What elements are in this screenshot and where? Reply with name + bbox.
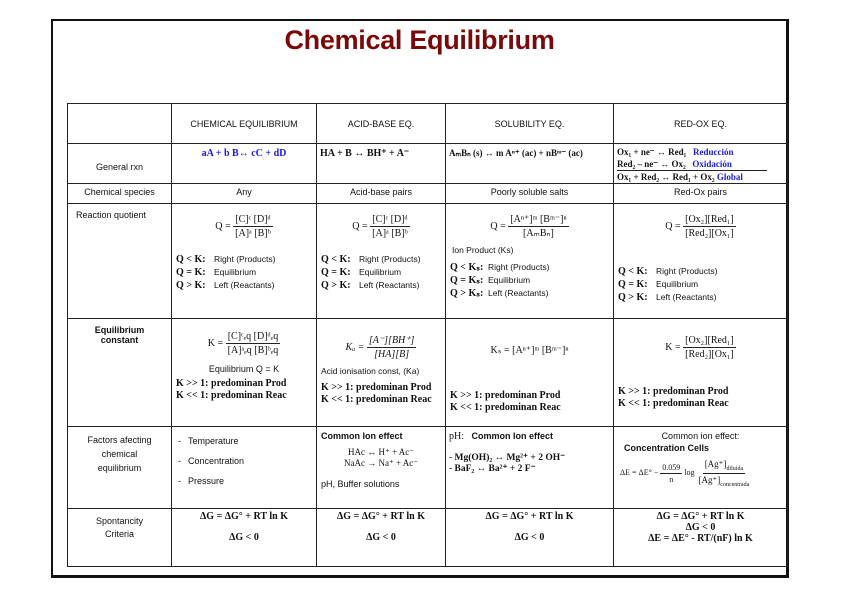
constant-fraction <box>683 335 736 360</box>
quotient-fraction <box>508 214 568 239</box>
redox-reduction-tag: Reducción <box>693 147 734 157</box>
condition-key: Q < Kₛ: <box>450 262 484 273</box>
condition-text: Left (Reactants) <box>488 288 549 298</box>
label-spontaneity <box>68 509 172 567</box>
redox-oxidation-tag: Oxidación <box>692 159 732 169</box>
condition-text: Right (Products) <box>656 266 718 276</box>
fraction-denominator: [AₘBₙ] <box>523 228 554 239</box>
factor-temperature: Temperature <box>188 436 239 446</box>
condition-key: Q > K: <box>176 280 206 291</box>
condition-text: Equilibrium <box>359 267 402 277</box>
constant-lhs: K = <box>665 341 681 353</box>
fraction-numerator: [Ox₂][Red₁] <box>685 335 734 346</box>
quotient-conditions <box>446 261 613 300</box>
quotient-redox <box>614 204 788 319</box>
quotient-fraction <box>370 214 410 239</box>
predominance-prod: K >> 1: predominan Prod <box>321 382 432 393</box>
header-solubility: SOLUBILITY EQ. <box>446 104 614 144</box>
label-general-rxn: General rxn <box>68 144 172 184</box>
condition-key: Q < K: <box>176 254 206 265</box>
denominator-sub: concentrada <box>720 481 750 488</box>
fraction-numerator: [A⁻][BH⁺] <box>368 335 415 346</box>
species-chemical: Any <box>172 184 317 204</box>
label-factors <box>68 427 172 509</box>
equilibrium-table <box>67 103 788 567</box>
gibbs-criterion: ΔG < 0 <box>685 522 716 533</box>
concentration-cells-heading: Concentration Cells <box>624 443 710 453</box>
naac-dissociation-eq: NaAc → Na⁺ + Ac⁻ <box>343 458 419 468</box>
factor-concentration: Concentration <box>188 456 245 466</box>
condition-text: Equilibrium <box>656 279 699 289</box>
quotient-lhs: Q = <box>215 220 231 232</box>
common-ion-heading: Common Ion effect <box>321 431 403 441</box>
redox-reduction-eq: Ox₁ + ne⁻ ↔ Red₁ <box>617 147 687 157</box>
hac-dissociation-eq: HAc ↔ H⁺ + Ac⁻ <box>347 447 415 457</box>
row-equilibrium-constant <box>68 319 788 427</box>
condition-text: Left (Reactants) <box>214 280 275 290</box>
predominance-prod: K >> 1: predominan Prod <box>450 390 561 401</box>
cell-potential-equation: ΔE = ΔE° - RT/(nF) ln K <box>648 533 753 544</box>
condition-key: Q = K: <box>176 267 206 278</box>
quotient-fraction <box>233 214 273 239</box>
condition-text: Right (Products) <box>488 262 550 272</box>
factors-solubility <box>446 427 614 509</box>
redox-global-eq: Ox₁ + Red₂ ↔ Red₁ + Ox₂ <box>617 172 715 182</box>
label-line: Spontancity <box>95 516 144 526</box>
quotient-fraction <box>683 214 736 239</box>
fraction-denominator: [A]ᵃₑq [B]ᵇₑq <box>227 345 279 356</box>
header-redox: RED-OX EQ. <box>614 104 788 144</box>
constant-acid-base <box>317 319 446 427</box>
constant-chemical <box>172 319 317 427</box>
quotient-conditions <box>317 253 445 292</box>
fraction-denominator: [Red₂][Ox₁] <box>685 228 734 239</box>
redox-oxidation-eq: Red₂ – ne⁻ ↔ Ox₂ <box>617 159 686 169</box>
condition-text: Right (Products) <box>214 254 276 264</box>
condition-text: Equilibrium <box>488 275 531 285</box>
condition-key: Q > K: <box>321 280 351 291</box>
label-chemical-species: Chemical species <box>68 184 172 204</box>
log-label: log <box>684 468 695 478</box>
quotient-conditions <box>614 265 787 304</box>
predominance-reac: K << 1: predominan Reac <box>618 398 729 409</box>
constant-redox <box>614 319 788 427</box>
mgoh2-dissolution-eq: - Mg(OH)₂ ↔ Mg²⁺ + 2 OH⁻ <box>449 453 566 463</box>
label-line: constant <box>100 335 139 345</box>
condition-text: Left (Reactants) <box>656 292 717 302</box>
quotient-lhs: Q = <box>665 220 681 232</box>
common-ion-heading: Common Ion effect <box>471 431 554 441</box>
label-line: Equilibrium <box>94 325 145 335</box>
redox-global-tag: Global <box>716 172 743 182</box>
common-ion-heading: Common ion effect: <box>661 431 740 441</box>
condition-key: Q > Kₛ: <box>450 288 484 299</box>
label-line: chemical <box>101 449 138 459</box>
nernst-equation <box>614 459 787 488</box>
condition-key: Q < K: <box>618 266 648 277</box>
gibbs-criterion: ΔG < 0 <box>514 532 545 543</box>
label-line: equilibrium <box>97 463 142 473</box>
spontaneity-chemical <box>172 509 317 567</box>
condition-text: Right (Products) <box>359 254 421 264</box>
buffer-note: pH, Buffer solutions <box>321 479 400 489</box>
fraction-denominator: [A]ᵃ [B]ᵇ <box>235 228 271 239</box>
label-reaction-quotient: Reaction quotient <box>68 204 172 319</box>
row-factors <box>68 427 788 509</box>
fraction-denominator: [A]ᵃ [B]ᵇ <box>372 228 408 239</box>
label-equilibrium-constant <box>68 319 172 427</box>
factors-redox <box>614 427 788 509</box>
nernst-lhs: ΔE = ΔE° − <box>620 468 659 478</box>
predominance-prod: K >> 1: predominan Prod <box>176 378 287 389</box>
condition-key: Q = Kₛ: <box>450 275 484 286</box>
header-corner <box>68 104 172 144</box>
predominance-reac: K << 1: predominan Reac <box>450 402 561 413</box>
quotient-lhs: Q = <box>352 220 368 232</box>
row-spontaneity <box>68 509 788 567</box>
gibbs-criterion: ΔG < 0 <box>229 532 259 543</box>
fraction-denominator: [Red₂][Ox₁] <box>685 349 734 360</box>
species-redox: Red-Ox pairs <box>614 184 788 204</box>
numerator-sub: diluida <box>726 465 744 472</box>
concentration-ratio <box>697 459 752 488</box>
fraction-numerator: [C]ᶜ [D]ᵈ <box>235 214 271 225</box>
species-solubility: Poorly soluble salts <box>446 184 614 204</box>
general-rxn-chemical: aA + b B↔ cC + dD <box>201 148 287 159</box>
row-reaction-quotient <box>68 204 788 319</box>
fraction-numerator: [Aⁿ⁺]ᵐ [Bᵐ⁻]ⁿ <box>510 214 567 225</box>
ion-product-note: Ion Product (Ks) <box>452 245 514 255</box>
condition-key: Q = K: <box>618 279 648 290</box>
spontaneity-solubility <box>446 509 614 567</box>
condition-text: Equilibrium <box>214 267 257 277</box>
gibbs-criterion: ΔG < 0 <box>366 532 396 543</box>
gibbs-equation: ΔG = ΔG° + RT ln K <box>200 511 288 522</box>
nernst-coefficient <box>660 463 682 484</box>
page-title: Chemical Equilibrium <box>284 25 555 55</box>
label-line: Factors afecting <box>87 435 152 445</box>
fraction-denominator: n <box>669 474 674 484</box>
factors-chemical: - Temperature - Concentration - Pressure <box>172 427 317 509</box>
slide-frame <box>51 19 789 578</box>
constant-solubility <box>446 319 614 427</box>
gibbs-equation: ΔG = ΔG° + RT ln K <box>656 511 745 522</box>
quotient-conditions <box>172 253 316 292</box>
spontaneity-acid-base <box>317 509 446 567</box>
header-acid-base: ACID-BASE EQ. <box>317 104 446 144</box>
label-line: Criteria <box>104 529 134 539</box>
denominator-conc: [Ag⁺] <box>698 474 721 485</box>
spontaneity-redox <box>614 509 788 567</box>
ph-label: pH: <box>449 431 464 442</box>
general-rxn-solubility: AₘBₙ (s) ↔ m Aⁿ⁺ (ac) + nBᵐ⁻ (ac) <box>449 148 583 158</box>
constant-fraction <box>226 331 281 356</box>
fraction-numerator: [Ox₂][Red₁] <box>685 214 734 225</box>
row-general-rxn <box>68 144 788 184</box>
factor-pressure: Pressure <box>188 476 225 486</box>
quotient-acid-base <box>317 204 446 319</box>
factors-acid-base <box>317 427 446 509</box>
species-acid-base: Acid-base pairs <box>317 184 446 204</box>
fraction-numerator: [C]ᶜₑq [D]ᵈₑq <box>227 331 279 342</box>
header-row <box>68 104 788 144</box>
fraction-numerator: [C]ᶜ [D]ᵈ <box>372 214 408 225</box>
general-rxn-redox <box>614 144 788 184</box>
condition-text: Left (Reactants) <box>359 280 420 290</box>
gibbs-equation: ΔG = ΔG° + RT ln K <box>485 511 574 522</box>
quotient-lhs: Q = <box>490 220 506 232</box>
predominance-prod: K >> 1: predominan Prod <box>618 386 729 397</box>
constant-fraction <box>367 335 417 360</box>
gibbs-equation: ΔG = ΔG° + RT ln K <box>337 511 425 522</box>
constant-lhs: Kₐ = <box>345 341 365 353</box>
condition-key: Q = K: <box>321 267 351 278</box>
predominance-reac: K << 1: predominan Reac <box>176 390 287 401</box>
constant-lhs: K = <box>207 337 224 349</box>
fraction-numerator: 0.059 <box>662 462 681 472</box>
quotient-chemical <box>172 204 317 319</box>
row-chemical-species <box>68 184 788 204</box>
solubility-product-expr: Kₛ = [Aⁿ⁺]ᵐ [Bᵐ⁻]ⁿ <box>490 345 569 356</box>
numerator-conc: [Ag⁺] <box>704 459 727 469</box>
fraction-denominator: [HA][B] <box>374 349 410 360</box>
condition-key: Q > K: <box>618 292 648 303</box>
quotient-solubility <box>446 204 614 319</box>
acid-ionisation-note: Acid ionisation const, (Ka) <box>321 366 420 376</box>
header-chemical: CHEMICAL EQUILIBRIUM <box>172 104 317 144</box>
general-rxn-acid-base: HA + B ↔ BH⁺ + A⁻ <box>320 148 410 159</box>
baf2-dissolution-eq: - BaF₂ ↔ Ba²⁺ + 2 F⁻ <box>449 464 536 474</box>
condition-key: Q < K: <box>321 254 351 265</box>
equilibrium-note: Equilibrium Q = K <box>208 364 280 374</box>
predominance-reac: K << 1: predominan Reac <box>321 394 432 405</box>
